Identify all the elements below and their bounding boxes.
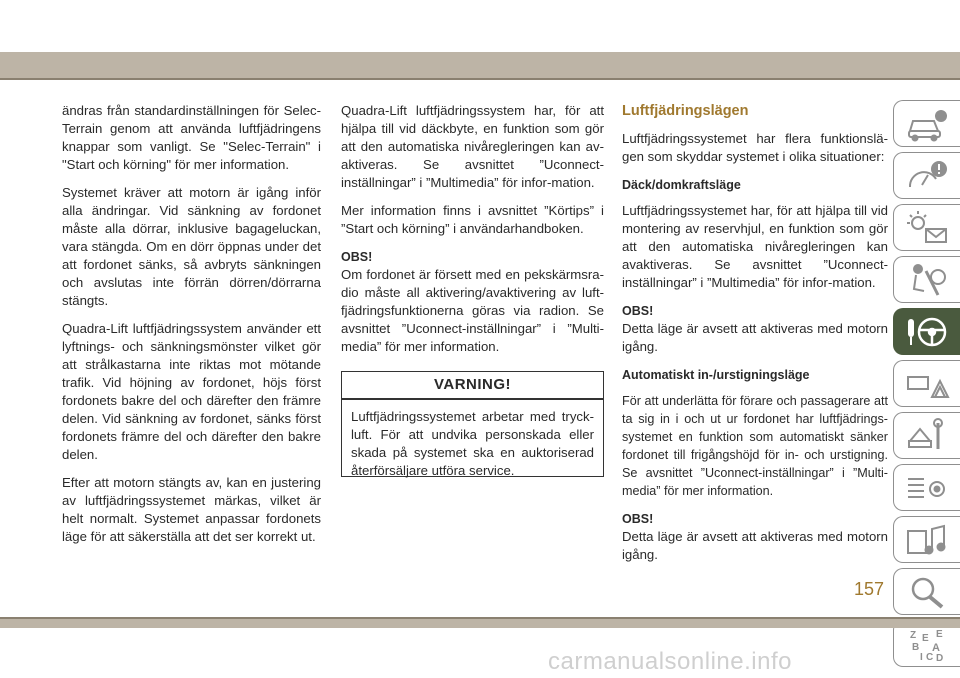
paragraph: Quadra-Lift luftfjädringssystem använder ett lyftnings- och sänkningsmönster vilket gör att strålkastarna inte riktas mot mötande trafik. Vid höjning av fordonet, höjs först fordonets bakre del och därefter den främre delen. Vid sänkning av fordonet, sänks först fordonets främre del och därefter den bakre delen.: [62, 321, 321, 462]
section-title: Luftfjädringslägen: [622, 103, 749, 119]
specifications-gear-icon: [904, 469, 950, 507]
text-column-2: [341, 102, 604, 366]
page-number: 157: [854, 579, 885, 599]
warning-box: [341, 371, 604, 477]
note-text: Detta läge är avsett att aktiveras med motorn igång.: [622, 321, 888, 354]
note-label: OBS!: [622, 512, 654, 526]
header-band: [0, 52, 960, 78]
note-block: [341, 248, 604, 356]
maintenance-tools-icon: [904, 417, 950, 455]
paragraph: Quadra-Lift luftfjädringssystem har, för att hjälpa till vid däckbyte, en funktion som gör att den automatiska nivåregleringen kan av-aktiveras. Se avsnittet ”Uconnect-inställningar” i ”Multimedia” för infor-mation.: [341, 103, 604, 190]
tab-car-info[interactable]: [893, 100, 960, 147]
header-rule: [0, 78, 960, 80]
chapter-tabs: [893, 100, 960, 672]
note-text: Detta läge är avsett att aktiveras med motorn igång.: [622, 529, 888, 562]
steering-wheel-key-icon: [904, 313, 950, 351]
svg-text:C: C: [926, 651, 934, 663]
svg-text:E: E: [936, 628, 943, 640]
lights-message-icon: [904, 209, 950, 247]
tab-starting-driving[interactable]: [893, 308, 960, 355]
paragraph: Systemet kräver att motorn är igång inför alla ändringar. Vid sänkning av fordonet måste alla dörrar, inklusive bagageluckan, vara stängda. Om en dörr öppnas under det att fordonet sänks, så avbryts sänkningen och avslutas inte förrän dörren/dörrarna stängts.: [62, 185, 321, 308]
svg-text:B: B: [912, 641, 920, 653]
multimedia-music-icon: [904, 521, 950, 559]
svg-text:Z: Z: [910, 629, 917, 641]
svg-text:E: E: [922, 632, 929, 644]
subheading: Däck/domkraftsläge: [622, 178, 741, 192]
paragraph: Luftfjädringssystemet har flera funktionslä-gen som skyddar systemet i olika situationer:: [622, 131, 888, 164]
note-label: OBS!: [622, 304, 654, 318]
paragraph: Efter att motorn stängts av, kan en justering av luftfjädringssystemet märkas, vilket är helt normalt. Systemet anpassar fordonets läge för att säkerställa att det ser korrekt ut.: [62, 475, 321, 544]
paragraph: För att underlätta för förare och passagerare att ta sig in i och ut ur fordonet har luftfjädrings-systemet en funktion som automatiskt sänker fordonet till frigångshöjd för in- och urstigning. Se avsnittet ”Uconnect-inställningar” i ”Multi-media” för mer information.: [622, 394, 888, 498]
tab-servicing[interactable]: [893, 412, 960, 459]
tab-lights-messages[interactable]: [893, 204, 960, 251]
paragraph: ändras från standardinställningen för Selec-Terrain genom att använda luftfjädringens knappar som vanligt. Se "Selec-Terrain" i "Start och körning" för mer information.: [62, 103, 321, 172]
note-block: [622, 302, 888, 356]
tab-search[interactable]: [893, 568, 960, 615]
tab-multimedia[interactable]: [893, 516, 960, 563]
subheading: Automatiskt in-/urstigningsläge: [622, 368, 810, 382]
svg-text:A: A: [932, 641, 940, 654]
svg-text:I: I: [920, 651, 923, 663]
watermark: carmanualsonline.info: [548, 648, 792, 675]
search-magnifier-icon: [904, 573, 950, 611]
text-column-1: [62, 102, 321, 556]
note-label: OBS!: [341, 250, 373, 264]
dashboard-warning-icon: [904, 157, 950, 195]
warning-title: VARNING!: [342, 372, 603, 400]
tab-safety[interactable]: [893, 256, 960, 303]
index-alphabet-icon: [904, 625, 950, 663]
hazard-triangle-icon: [904, 365, 950, 403]
airbag-safety-icon: [904, 261, 950, 299]
tab-dashboard[interactable]: [893, 152, 960, 199]
text-column-3: [622, 102, 888, 574]
tab-emergency[interactable]: [893, 360, 960, 407]
note-block: [622, 510, 888, 564]
svg-text:D: D: [936, 652, 944, 663]
tab-specifications[interactable]: [893, 464, 960, 511]
warning-text: Luftfjädringssystemet arbetar med tryck-luft. För att undvika personskada eller skada på systemet ska en auktoriserad återförsäljare utföra service.: [351, 409, 594, 478]
note-text: Om fordonet är försett med en pekskärmsra-dio måste all aktivering/avaktivering av luft-fjädringsfunktionerna göras via radion. Se avsnittet ”Uconnect-inställningar” i ”Multi-media” för mer information.: [341, 267, 604, 354]
car-info-icon: [904, 105, 950, 143]
paragraph: Luftfjädringssystemet har, för att hjälpa till vid montering av reservhjul, en funktion som gör att den automatiska nivåregleringen kan avaktiveras. Se avsnittet ”Uconnect-inställningar” i ”Multimedia” för infor-mation.: [622, 203, 888, 290]
footer-band: [0, 619, 960, 628]
paragraph: Mer information finns i avsnittet ”Körtips” i ”Start och körning” i användarhandboken.: [341, 203, 604, 236]
